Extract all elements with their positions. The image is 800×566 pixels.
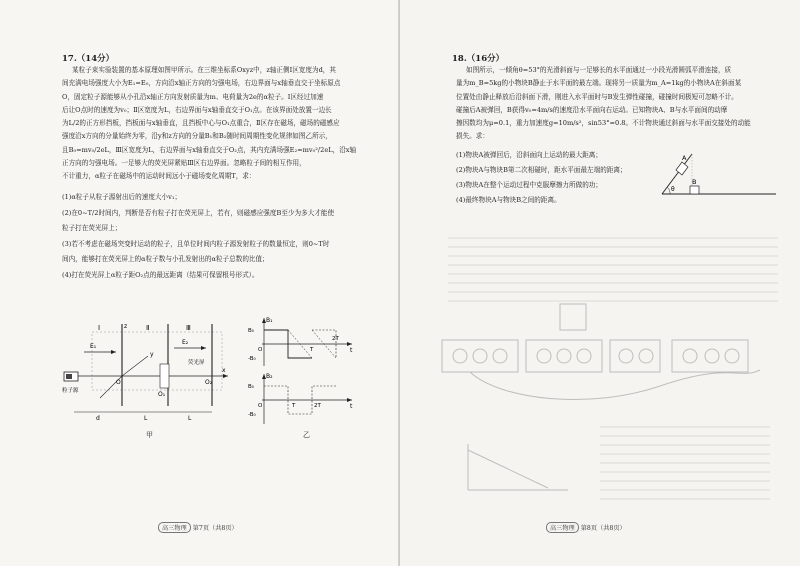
b2-2t: 2T — [314, 403, 321, 409]
q17-question: (1)α粒子从粒子源射出后的速度大小v₁； — [62, 193, 182, 201]
left-footer — [158, 522, 238, 533]
q18-question: (4)最终物块A与物块B之间的距离。 — [456, 196, 561, 204]
dim-l1: L — [144, 415, 148, 422]
q17-intro-line: 不计重力，α粒子在磁场中的运动时间远小于磁场变化周期T，求： — [62, 172, 256, 181]
axis-b1: B₁ — [266, 317, 273, 324]
bleed-through-graph — [458, 440, 578, 500]
axis-label-y: y — [150, 351, 154, 358]
q17-intro-line: O，固定粒子源能够从小孔沿x轴正方向发射质量为m、电荷量为2e的α粒子。Ⅰ区经过加速 — [62, 92, 324, 101]
bleed-through-text — [600, 420, 770, 500]
q18-intro-line: 如图所示，一倾角θ=53°的光滑斜面与一足够长的水平面通过一小段光滑圆弧平滑连接，质 — [466, 66, 732, 74]
q17-question: 间内，能够打在荧光屏上的α粒子数与小孔发射出的α粒子总数的比值； — [62, 255, 269, 263]
q18-number: 18.（16分） — [452, 54, 505, 64]
b2-pos-label: B₀ — [248, 384, 254, 390]
b2-origin: O — [258, 403, 263, 409]
q17-intro-line: 且B₀=mv₀/2eL，Ⅲ区宽度为L，右边界面与x轴垂直交于O₂点，其内充满场强E₂=mv₀²/2eL，沿x轴 — [62, 145, 357, 154]
figure-yi — [248, 316, 358, 428]
footer-page: 第8页（共8页） — [580, 525, 626, 532]
b2-t-axis: t — [350, 403, 353, 410]
b1-origin: O — [258, 347, 263, 353]
right-page — [400, 0, 800, 566]
b1-neg-label: -B₀ — [248, 356, 256, 362]
q17-question: (2)在0~T/2时间内，判断是否有粒子打在荧光屏上，若有，则磁感应强度B至少为多大才能使 — [62, 208, 335, 217]
q17-question: (4)打在荧光屏上α粒子距O₂点的最远距离（结果可保留根号形式）。 — [62, 270, 259, 279]
b1-t: T — [310, 347, 314, 353]
source-label: 粒子源 — [62, 388, 79, 394]
b1-t-axis: t — [350, 347, 353, 354]
figure-jia-caption: 甲 — [146, 431, 153, 439]
q18-figure — [658, 150, 778, 202]
origin-label: O — [116, 379, 121, 386]
footer-subject: 高三物理 — [158, 522, 191, 533]
axis-label-z: z — [124, 323, 128, 330]
q18-intro-line: 损失。求： — [456, 132, 489, 141]
field-label-e2: E₂ — [182, 339, 189, 346]
b2-t: T — [292, 403, 296, 409]
field-label-e1: E₁ — [90, 343, 97, 350]
figure-jia — [62, 318, 232, 426]
q18-intro — [456, 64, 776, 144]
q17-intro-line: 某粒子束实验装置的基本原理如图甲所示。在三维坐标系Oxyz中，z轴正侧Ⅰ区宽度为d，其 — [72, 66, 336, 74]
axis-b2: B₂ — [266, 373, 273, 380]
b1-2t: 2T — [332, 336, 339, 342]
q18-question: (3)物块A在整个运动过程中克服摩擦力所做的功； — [456, 181, 602, 189]
bleed-through-figure — [440, 300, 780, 420]
right-footer — [546, 522, 626, 533]
q17-intro — [62, 64, 392, 184]
axis-label-x: x — [222, 367, 226, 374]
q18-question: (1)物块A被弹回后，沿斜面向上运动的最大距离； — [456, 151, 602, 159]
screen-label: 荧光屏 — [188, 360, 205, 366]
q17-question: (3)若不考虑在磁场突变时运动的粒子，且单位时间内粒子源发射粒子的数量恒定，则0~T时 — [62, 239, 330, 248]
q17-question: 粒子打在荧光屏上； — [62, 224, 122, 232]
region-label-1: Ⅰ — [98, 324, 101, 332]
block-a-label: A — [682, 154, 687, 162]
q17-intro-line: 为L/2的正方形挡板，挡板面与x轴垂直，且挡板中心与O₁点重合，Ⅱ区存在磁场，磁场的磁感应 — [62, 119, 340, 128]
q17-questions — [62, 190, 392, 283]
figure-yi-caption: 乙 — [303, 431, 310, 439]
region-label-2: Ⅱ — [146, 324, 150, 332]
bleed-through-text — [448, 232, 778, 302]
o2-label: O₂ — [205, 379, 213, 386]
angle-label: θ — [671, 186, 675, 193]
q17-intro-line: 后让O点时的速度为v₀；Ⅱ区宽度为L，右边界面与x轴垂直交于O₁点。在该界面处放置一边长 — [62, 105, 332, 114]
q17-intro-line: 正方向的匀强电场。一足够大的荧光屏紧贴Ⅲ区右边界面。忽略粒子间的相互作用， — [62, 159, 306, 168]
o1-label: O₁ — [158, 391, 166, 398]
q17-number: 17.（14分） — [62, 54, 115, 64]
block-b-label: B — [692, 178, 697, 186]
dim-d: d — [96, 415, 100, 422]
region-label-3: Ⅲ — [186, 324, 191, 332]
q18-question: (2)物块A与物块B第二次相碰时，距水平面最左端的距离； — [456, 166, 627, 174]
q18-intro-line: 擦因数均为μ=0.1，重力加速度g=10m/s²，sin53°=0.8。不计物块通过斜面与水平面交接处的动能 — [456, 119, 751, 128]
q17-intro-line: 强度沿x方向的分量始终为零，沿y和z方向的分量B₁和B₂随时间周期性变化规律如图乙所示， — [62, 132, 332, 141]
q18-intro-line: 碰撞后A被弹回，B获得v₀=4m/s的速度沿水平面向右运动。已知物块A、B与水平面间的动摩 — [456, 105, 728, 114]
q18-intro-line: 位置处由静止释放后沿斜面下滑，刚进入水平面时与B发生弹性碰撞，碰撞时间极短可忽略不计。 — [456, 92, 738, 101]
dim-l2: L — [188, 415, 192, 422]
q18-intro-line: 量为m_B=5kg的小物块B静止于水平面的最左端。现将另一质量为m_A=1kg的小物块A在斜面某 — [456, 79, 742, 88]
b2-neg-label: -B₀ — [248, 412, 256, 418]
footer-page: 第7页（共8页） — [192, 525, 238, 532]
q17-intro-line: 间充满电场强度大小为E₁=E₀，方向沿x轴正方向的匀强电场，右边界面与x轴垂直交于坐标原点 — [62, 79, 341, 88]
b1-pos-label: B₀ — [248, 328, 254, 334]
footer-subject: 高三物理 — [546, 522, 579, 533]
